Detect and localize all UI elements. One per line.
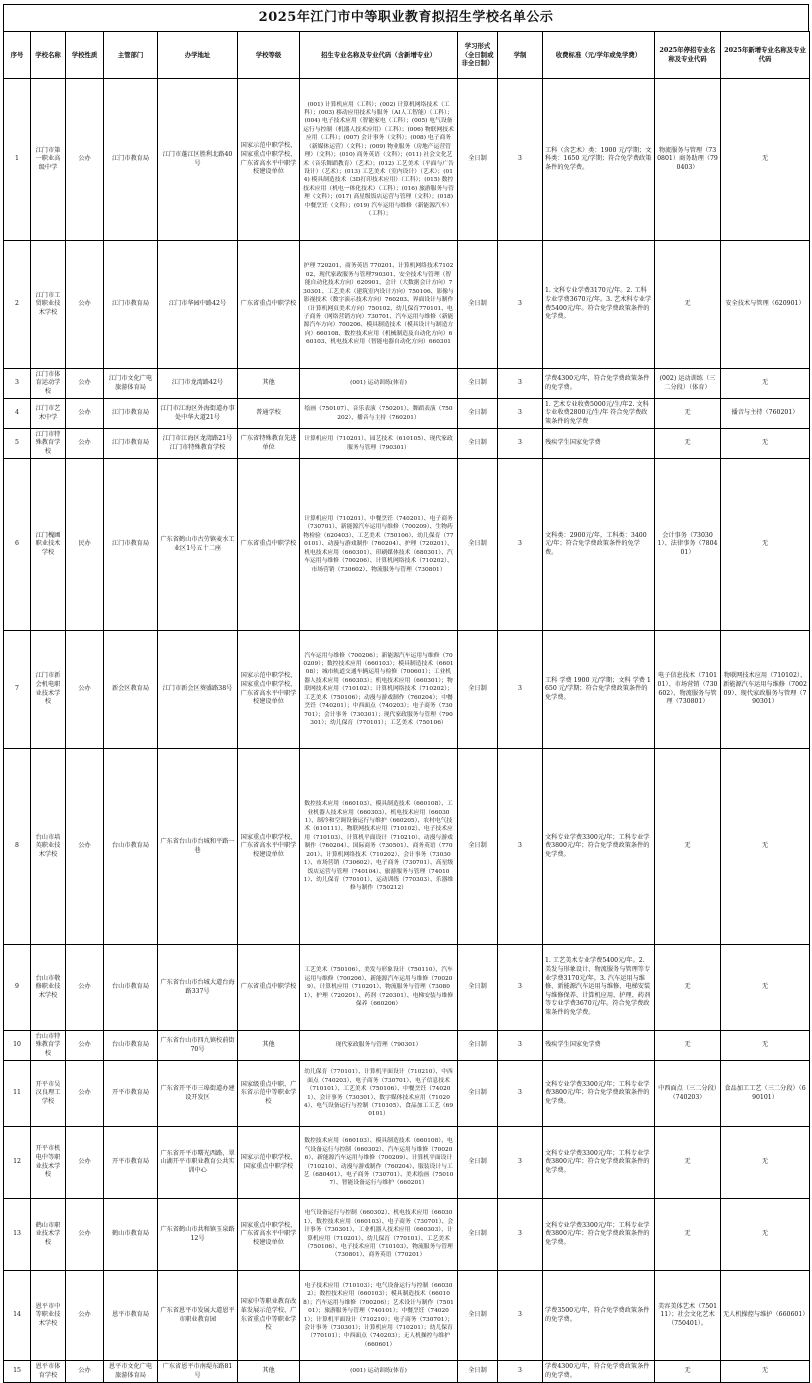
cell-years: 3: [498, 1271, 543, 1361]
cell-fee: 文科专业学费3300元/年；工科专业学费3800元/年；符合免学费政策条件的免学费。: [543, 1061, 655, 1127]
cell-majors: 数控技术应用（660103）、模具制造技术（660108）、工业机器人技术应用（660303）、机电技术应用（660301）、制冷和空调设备运行与维护（660205）、农村电气技术（610111）、物联网技术应用（710102）、电子技术应用（710103）、计算机平面设计（710210）、动漫与游戏制作（760204）、国际商务（730501）、商务英语（770201）、计算机网络技术（710202）、会计事务（730301）、市场营销（730602）、电子商务（730701）、高星级饭店运营与管理（740104）、旅游服务与管理（740101）、幼儿保育（770101）、运动训练（770303）、乐器维修与制作（750212）: [300, 749, 458, 945]
document-page: [3, 4, 809, 1383]
cell-dept: 恩平市文化广电旅游体育局: [104, 1361, 158, 1383]
table-row: [4, 945, 810, 1031]
cell-fee: 1. 文科专业学费3170元/年。2. 工科专业学费3670元/年。3. 艺术科专业学费5400元/年。符合免学费政策条件的免学费。: [543, 241, 655, 369]
table-row: [4, 1031, 810, 1061]
table-row: [4, 631, 810, 749]
header-cell: 2025年停招专业名称及专业代码: [655, 32, 721, 79]
cell-level: 国家重点中职学校、广东省高水平中职学校建设单位: [238, 749, 300, 945]
cell-no: 4: [4, 399, 31, 429]
cell-form: 全日制: [458, 1061, 498, 1127]
cell-nature: 民办: [66, 459, 104, 631]
cell-years: 3: [498, 1031, 543, 1061]
cell-dept: 江门市教育局: [104, 399, 158, 429]
table-row: [4, 429, 810, 459]
cell-addr: 江门市华园中路42号: [158, 241, 238, 369]
cell-no: 2: [4, 241, 31, 369]
cell-no: 14: [4, 1271, 31, 1361]
cell-majors: 电子技术应用（710103）；电气设备运行与控制（660302）；数控技术应用（660103）；模具制造技术（660108）；汽车运用与维修（700206）；艺术设计与制作（750101）；旅游服务与管理（740101）；中餐烹饪（740201）；计算机平面设计（710210）；电子商务（730701）；会计事务（730301）；计算机应用（710201）；幼儿保育（770101）；中西面点（740203）；无人机操控与维护（660601）: [300, 1271, 458, 1361]
header-cell: 学校性质: [66, 32, 104, 79]
cell-new: 无: [721, 1127, 810, 1199]
cell-nature: 公办: [66, 1127, 104, 1199]
cell-majors: 幼儿保育（770101）、计算机平面设计（710210）、中西面点（740203）、电子商务（730701）、电子信息技术（710101）、工艺美术（750106）、中餐烹饪（740201）、会计事务（730301）、数字媒体技术应用（710204）、电气设备运行与控制（710105）、食品加工工艺（690101）: [300, 1061, 458, 1127]
cell-new: 无: [721, 1361, 810, 1383]
cell-dept: 台山市教育局: [104, 945, 158, 1031]
cell-school: 江门市工贸职业技术学校: [31, 241, 66, 369]
cell-dept: 江门市教育局: [104, 429, 158, 459]
cell-school: 开平市吴汉良理工学校: [31, 1061, 66, 1127]
cell-new: 无: [721, 945, 810, 1031]
cell-school: 恩平市中等职业技术学校: [31, 1271, 66, 1361]
cell-nature: 公办: [66, 1361, 104, 1383]
table-row: [4, 79, 810, 241]
cell-no: 3: [4, 369, 31, 399]
table-row: [4, 1361, 810, 1383]
cell-years: 3: [498, 79, 543, 241]
cell-addr: 江门市龙湾路42号: [158, 369, 238, 399]
cell-level: 国家示范中职学校、国家重点中职学校: [238, 1127, 300, 1199]
header-cell: 学校名称: [31, 32, 66, 79]
header-cell: 主管部门: [104, 32, 158, 79]
cell-new: 播音与主持（760201）: [721, 399, 810, 429]
cell-new: 安全技术与管理（620901）: [721, 241, 810, 369]
page-title: 2025年江门市中等职业教育拟招生学校名单公示: [3, 4, 809, 31]
cell-stop: 美容美体艺术（750111）；社会文化艺术（750401）。: [655, 1271, 721, 1361]
cell-nature: 公办: [66, 399, 104, 429]
cell-stop: 无: [655, 429, 721, 459]
cell-majors: 计算机应用（710201）、中餐烹饪（740201）、电子商务（730701）、新能源汽车运用与维修（700209）、生物药物检验（620403）、工艺美术（750106）、幼儿保育（770101）、动漫与游戏制作（760204）、护理（720201）、机电技术应用（660301）、印刷媒体技术（680301）、汽车运用与维修（700206）、计算机网络技术（710202）、市场营销（730602）、物流服务与管理（730801）: [300, 459, 458, 631]
cell-form: 全日制: [458, 945, 498, 1031]
table-header-row: [4, 32, 810, 79]
header-cell: 办学地址: [158, 32, 238, 79]
cell-fee: 文科专业学费3300元/年；工科专业学费3800元/年；符合免学费政策条件的免学费。: [543, 1127, 655, 1199]
cell-no: 10: [4, 1031, 31, 1061]
cell-stop: 无: [655, 945, 721, 1031]
table-row: [4, 399, 810, 429]
cell-level: 国家级重点中职、广东省示范中等职业学校: [238, 1061, 300, 1127]
cell-form: 全日制: [458, 79, 498, 241]
cell-nature: 公办: [66, 1061, 104, 1127]
cell-form: 全日制: [458, 429, 498, 459]
cell-no: 11: [4, 1061, 31, 1127]
cell-stop: 无: [655, 1361, 721, 1383]
cell-level: 广东省重点中职学校: [238, 459, 300, 631]
cell-years: 3: [498, 1127, 543, 1199]
cell-level: 广东省特殊教育先进单位: [238, 429, 300, 459]
cell-nature: 公办: [66, 241, 104, 369]
cell-majors: 绘画（750107）、音乐表演（750201）、舞蹈表演（750202）、播音与主持（760201）: [300, 399, 458, 429]
cell-school: 江门市体育运动学校: [31, 369, 66, 399]
cell-new: 无: [721, 459, 810, 631]
cell-no: 5: [4, 429, 31, 459]
cell-fee: 文科专业学费3300元/年；工科专业学费3800元/年；符合免学费政策条件的免学费。: [543, 1199, 655, 1271]
cell-majors: 计算机应用（710201）、园艺技术（610105）、现代家政服务与管理（790301）: [300, 429, 458, 459]
cell-form: 全日制: [458, 631, 498, 749]
cell-new: 无: [721, 749, 810, 945]
cell-form: 全日制: [458, 749, 498, 945]
cell-addr: 广东省鹤山市共和镇玉泉路12号: [158, 1199, 238, 1271]
cell-nature: 公办: [66, 1271, 104, 1361]
cell-dept: 江门市教育局: [104, 459, 158, 631]
cell-majors: 护理 720201、商务英语 770201、计算机网络技术710202、现代家政服务与管理790301、安全技术与管理（智能自动化技术方向）620901、会计（大数据会计方向）730301、工艺美术（建筑室内设计方向）750106、影像与影视技术（数字演示技术方向）760203、界面设计与制作（计算机网页美术方向）750102、幼儿保育770101、电子商务（网络营销方向）730701、汽车运用与维修（新能源汽车方向）700206、模具制造技术（模具设计与制造方向）660108、数控技术应用（机械制造及自动化方向）660103、机电技术应用（智能电器自动化方向）660301: [300, 241, 458, 369]
header-cell: 招生专业名称及专业代码（含新增专业）: [300, 32, 458, 79]
cell-level: 其他: [238, 1031, 300, 1061]
cell-fee: 文科类：2900元/年，工科类：3400元/年；符合免学费政策条件的免学费。: [543, 459, 655, 631]
school-list-table: [3, 31, 810, 1383]
table-row: [4, 369, 810, 399]
cell-years: 3: [498, 749, 543, 945]
cell-years: 3: [498, 459, 543, 631]
cell-addr: 广东省台山市台城大道台海路337号: [158, 945, 238, 1031]
cell-school: 开平市机电中等职业技术学校: [31, 1127, 66, 1199]
cell-stop: 物流服务与管理（730801）商务助理（790403）: [655, 79, 721, 241]
cell-level: 普通学校: [238, 399, 300, 429]
cell-dept: 台山市教育局: [104, 749, 158, 945]
cell-form: 全日制: [458, 241, 498, 369]
cell-years: 3: [498, 945, 543, 1031]
cell-years: 3: [498, 429, 543, 459]
cell-form: 全日制: [458, 1199, 498, 1271]
header-cell: 学校等级: [238, 32, 300, 79]
cell-stop: 中西面点（三二分段）（740203）: [655, 1061, 721, 1127]
cell-fee: 残疾学生国家免学费: [543, 1031, 655, 1061]
cell-no: 8: [4, 749, 31, 945]
cell-nature: 公办: [66, 945, 104, 1031]
cell-stop: 无: [655, 749, 721, 945]
cell-no: 13: [4, 1199, 31, 1271]
cell-no: 1: [4, 79, 31, 241]
cell-dept: 恩平市教育局: [104, 1271, 158, 1361]
cell-dept: 开平市教育局: [104, 1061, 158, 1127]
cell-school: 江门市艺术中学: [31, 399, 66, 429]
cell-school: 台山市培英职业技术学校: [31, 749, 66, 945]
cell-years: 3: [498, 1199, 543, 1271]
cell-form: 全日制: [458, 369, 498, 399]
table-row: [4, 1061, 810, 1127]
cell-level: 国家示范中职学校、国家重点中职学校、广东省高水平中职学校建设单位: [238, 79, 300, 241]
cell-form: 全日制: [458, 1271, 498, 1361]
cell-addr: 江门市江海区龙湾路21号江门市特殊教育学校: [158, 429, 238, 459]
cell-nature: 公办: [66, 1031, 104, 1061]
cell-majors: 工艺美术（750106）、美发与形象设计（750110）、汽车运用与维修（700206）、新能源汽车运用与维修（700209）、计算机应用（710201）、物流服务与管理（730801）、护理（720201）、药剂（720301）、电梯安装与维修保养（660206）: [300, 945, 458, 1031]
cell-new: 无: [721, 79, 810, 241]
cell-no: 9: [4, 945, 31, 1031]
cell-dept: 开平市教育局: [104, 1127, 158, 1199]
cell-addr: 广东省台山市四九镇校前街70号: [158, 1031, 238, 1061]
cell-new: 无: [721, 1199, 810, 1271]
cell-new: 无人机操控与维护（660601）: [721, 1271, 810, 1361]
cell-level: 广东省重点中职学校: [238, 241, 300, 369]
cell-years: 3: [498, 399, 543, 429]
cell-form: 全日制: [458, 1361, 498, 1383]
cell-addr: 广东省恩平市南堤东路81号: [158, 1361, 238, 1383]
cell-no: 12: [4, 1127, 31, 1199]
cell-fee: 1. 工艺美术专业学费5400元/年。2. 美发与形象设计、物流服务与管理等专业学费3170元/年。3. 汽车运用与维修、新能源汽车运用与维修、电梯安装与维修保养、计算机应用、护理、药剂等专业学费3670元/年。符合免学费政策条件的免学费。: [543, 945, 655, 1031]
header-cell: 序号: [4, 32, 31, 79]
cell-majors: (001) 计算机应用（工科）；(002) 计算机网络技术（工科）；(003) 移动应用技术与服务（AI人工智能）（工科）；(004) 电子技术应用（智能家电（工科）；(005) 电气设备运行与控制（机器人技术应用）（工科）；(006) 物联网技术应用（工科）；(007) 会计事务（文科）；(008) 电子商务（新媒体运营）（文科）；(009) 物业服务（房地产运营管理）（文科）；(010) 商务英语（文科）；(011) 社会文化艺术（音乐舞蹈教育）（艺术）；(012) 工艺美术（平面与广告设计）（艺术）；(013) 工艺美术（室内设计）（艺术）；(014) 模具制造技术（3D打印技术应用）（工科）；(015) 数控技术应用（机电一体化技术）（工科）；(016) 旅游服务与管理（文科）；(017) 高星级饭店运营与管理（文科）；(018) 中餐烹饪（文科）；(019) 汽车运用与维修（新能源汽车）（工科）；: [300, 79, 458, 241]
cell-new: 无: [721, 1031, 810, 1061]
table-row: [4, 749, 810, 945]
cell-stop: 会计事务（730301）、法律事务（780401）: [655, 459, 721, 631]
cell-new: 无: [721, 429, 810, 459]
cell-form: 全日制: [458, 1031, 498, 1061]
cell-majors: (001) 运动训练(体育): [300, 1361, 458, 1383]
cell-majors: 数控技术应用（660103）、模具制造技术（660108）、电气设备运行与控制（660302）、汽车运用与维修（700206）、新能源汽车运用与维修（700209）、计算机平面设计（710210）、动漫与游戏制作（760204）、服装设计与工艺（680401）、电子商务（730701）、美术绘画（750107）、智能设备运行与维护（660201）: [300, 1127, 458, 1199]
cell-majors: (001) 运动训练(体育): [300, 369, 458, 399]
cell-dept: 台山市教育局: [104, 1031, 158, 1061]
cell-dept: 江门市教育局: [104, 241, 158, 369]
table-row: [4, 241, 810, 369]
cell-addr: 广东省开平市三埠街道办建设开发区: [158, 1061, 238, 1127]
cell-addr: 江门市江海区外海街道办事处中华大道21号: [158, 399, 238, 429]
cell-addr: 广东省鹤山市古劳镇麦水工业区1号五十二座: [158, 459, 238, 631]
cell-dept: 江门市教育局: [104, 79, 158, 241]
cell-level: 国家中等职业教育改革发展示范学校、广东省重点中等职业学校: [238, 1271, 300, 1361]
cell-school: 江门槐圃职业技术学校: [31, 459, 66, 631]
cell-level: 广东省重点中职学校: [238, 945, 300, 1031]
cell-form: 全日制: [458, 1127, 498, 1199]
cell-level: 其他: [238, 1361, 300, 1383]
cell-years: 3: [498, 369, 543, 399]
cell-stop: 电子信息技术（710101）、市场营销（730602）、物流服务与管理（730801）: [655, 631, 721, 749]
cell-fee: 残疾学生国家免学费: [543, 429, 655, 459]
cell-addr: 广东省恩平市发展大道恩平市职业教育园: [158, 1271, 238, 1361]
table-row: [4, 1271, 810, 1361]
cell-new: 食品加工工艺（三二分段）（690101）: [721, 1061, 810, 1127]
table-row: [4, 1199, 810, 1271]
cell-stop: 无: [655, 1127, 721, 1199]
cell-fee: 工科 学费 1900 元/学期；文科 学费 1650 元/学期；符合免学费政策条件的免学费。: [543, 631, 655, 749]
cell-fee: 文科专业学费3300元/年；工科专业学费3800元/年；符合免学费政策条件的免学费。: [543, 749, 655, 945]
cell-stop: (002) 运动训练（三二分段）（体育）: [655, 369, 721, 399]
header-cell: 2025年新增专业名称及专业代码: [721, 32, 810, 79]
header-cell: 学制: [498, 32, 543, 79]
cell-school: 台山市特殊教育学校: [31, 1031, 66, 1061]
cell-fee: 学费4300元/年，符合免学费政策条件的免学费。: [543, 369, 655, 399]
cell-fee: 1. 艺术专业收费5000元/生/年2. 文科专业收费2800元/生/年 符合免学费政策条件的免学费: [543, 399, 655, 429]
cell-level: 国家示范中职学校、国家重点中职学校、广东省高水平中职学校建设单位: [238, 631, 300, 749]
cell-majors: 电气设备运行与控制（660302）、机电技术应用（660301）、数控技术应用（660103）、电子商务（730701）、会计事务（730301）、工业机器人技术应用（660303）、计算机应用（710201）、幼儿保育（770101）、工艺美术（750106）、电子技术应用（710103）、物流服务与管理（730801）、商务英语（770201）: [300, 1199, 458, 1271]
cell-nature: 公办: [66, 79, 104, 241]
cell-years: 3: [498, 1061, 543, 1127]
cell-no: 6: [4, 459, 31, 631]
cell-fee: 工科（含艺术）类：1900 元/学期；文科类：1650 元/学期；符合免学费政策条件的免学费。: [543, 79, 655, 241]
cell-form: 全日制: [458, 459, 498, 631]
cell-form: 全日制: [458, 399, 498, 429]
cell-years: 3: [498, 1361, 543, 1383]
cell-majors: 汽车运用与维修（700206）；新能源汽车运用与维修（700209）；数控技术应用（660103）；模具制造技术（660108）；城市轨道交通车辆运用与检修（700601）；工业机器人技术应用（660303）；机电技术应用（660301）；物联网技术应用（710102）；计算机网络技术（710202）；工艺美术（750106）；动漫与游戏制作（760204）；中餐烹饪（740201）；中西面点（740203）；电子商务（730701）；会计事务（730301）；现代家政服务与管理（790301）；幼儿保育（770101）；工艺美术（750106）: [300, 631, 458, 749]
cell-no: 15: [4, 1361, 31, 1383]
cell-stop: 无: [655, 241, 721, 369]
cell-stop: 无: [655, 1031, 721, 1061]
cell-nature: 公办: [66, 369, 104, 399]
header-cell: 收费标准（元/学年或免学费）: [543, 32, 655, 79]
cell-majors: 现代家政服务与管理（790301）: [300, 1031, 458, 1061]
cell-school: 江门市特殊教育学校: [31, 429, 66, 459]
cell-dept: 江门市文化广电旅游体育局: [104, 369, 158, 399]
table-row: [4, 459, 810, 631]
cell-school: 台山市敬修职业技术学校: [31, 945, 66, 1031]
cell-dept: 鹤山市教育局: [104, 1199, 158, 1271]
cell-dept: 新会区教育局: [104, 631, 158, 749]
cell-no: 7: [4, 631, 31, 749]
cell-nature: 公办: [66, 429, 104, 459]
cell-school: 江门市第一职业高级中学: [31, 79, 66, 241]
cell-school: 江门市新会机电职业技术学校: [31, 631, 66, 749]
cell-addr: 江门市新会区葵盛路38号: [158, 631, 238, 749]
cell-nature: 公办: [66, 1199, 104, 1271]
cell-addr: 江门市蓬江区胜利北路40号: [158, 79, 238, 241]
cell-fee: 学费4300元/年，符合免学费政策条件的免学费。: [543, 1361, 655, 1383]
cell-new: 物联网技术应用（710102）、新能源汽车运用与维修（700209）、现代家政服务与管理（790301）: [721, 631, 810, 749]
cell-new: 无: [721, 369, 810, 399]
cell-level: 其他: [238, 369, 300, 399]
cell-nature: 公办: [66, 631, 104, 749]
cell-nature: 公办: [66, 749, 104, 945]
table-row: [4, 1127, 810, 1199]
cell-years: 3: [498, 631, 543, 749]
cell-level: 国家重点中职学校、广东省高水平中职学校建设单位: [238, 1199, 300, 1271]
cell-addr: 广东省台山市台城和平路一巷: [158, 749, 238, 945]
cell-years: 3: [498, 241, 543, 369]
cell-addr: 广东省开平市曙光西路、翠山湖开平市职业教育公共实训中心: [158, 1127, 238, 1199]
cell-school: 恩平市体育学校: [31, 1361, 66, 1383]
cell-stop: 无: [655, 1199, 721, 1271]
cell-school: 鹤山市职业技术学校: [31, 1199, 66, 1271]
header-cell: 学习形式（全日制或非全日制）: [458, 32, 498, 79]
cell-fee: 学费3500元/年，符合免学费政策条件的免学费。: [543, 1271, 655, 1361]
cell-stop: 无: [655, 399, 721, 429]
